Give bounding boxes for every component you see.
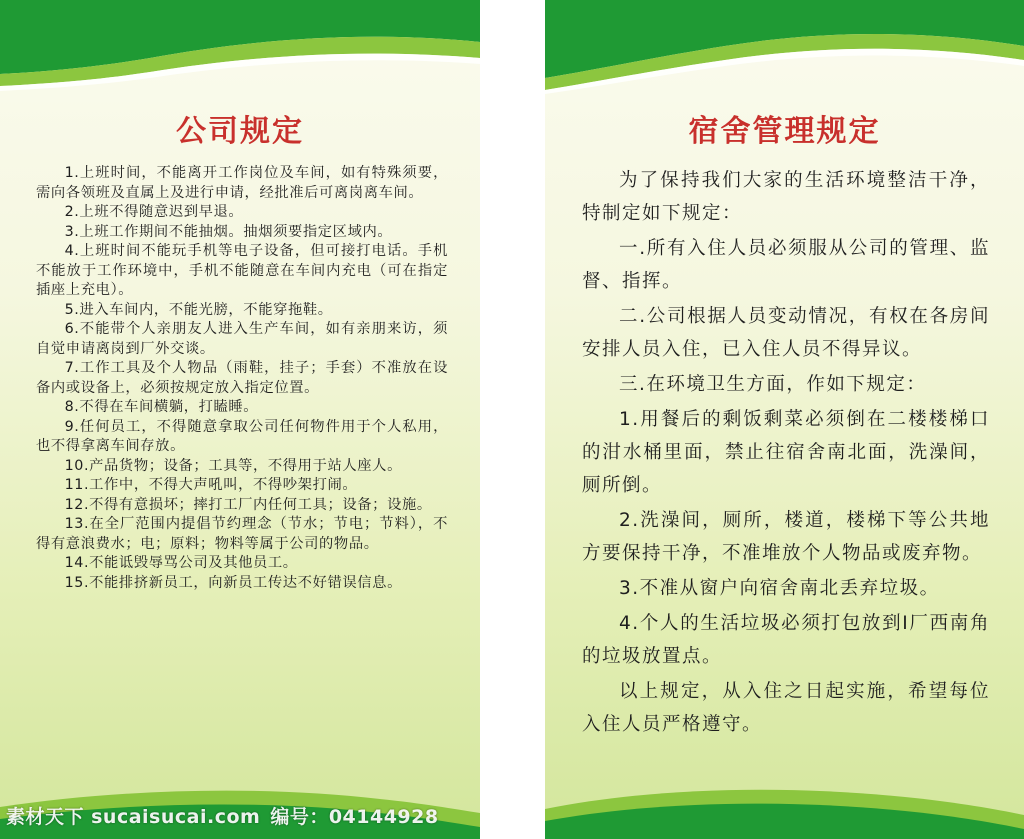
rule-item: 14.不能诋毁辱骂公司及其他员工。 bbox=[64, 555, 298, 571]
rule-paragraph: 3.不准从窗户向宿舍南北丢弃垃圾。 bbox=[619, 578, 940, 599]
rule-item: 13.在全厂范围内提倡节约理念（节水；节电；节料），不得有意浪费水；电；原料；物料等属于公司的物品。 bbox=[36, 516, 448, 552]
rule-paragraph: 一.所有入住人员必须服从公司的管理、监督、指挥。 bbox=[582, 238, 990, 292]
rule-paragraph: 三.在环境卫生方面，作如下规定： bbox=[619, 374, 927, 395]
top-wave-decoration bbox=[0, 0, 480, 95]
bottom-wave-decoration bbox=[545, 769, 1024, 839]
rule-item: 15.不能排挤新员工，向新员工传达不好错误信息。 bbox=[64, 574, 402, 591]
rule-paragraph: 二.公司根据人员变动情况，有权在各房间安排人员入住，已入住人员不得异议。 bbox=[582, 306, 990, 360]
rule-paragraph: 1.用餐后的剩饭剩菜必须倒在二楼楼梯口的泔水桶里面，禁止往宿舍南北面，洗澡间，厕所倒。 bbox=[582, 409, 990, 496]
watermark-site: 素材天下 sucaisucai.com bbox=[6, 806, 261, 828]
rule-item: 1.上班时间，不能离开工作岗位及车间，如有特殊须要，需向各领班及直属上及进行申请，经批准后可离岗离车间。 bbox=[36, 165, 448, 201]
rule-item: 10.产品货物；设备；工具等，不得用于站人座人。 bbox=[64, 457, 402, 474]
watermark bbox=[6, 802, 449, 829]
page-title: 公司规定 bbox=[176, 114, 304, 149]
rules-list bbox=[36, 164, 448, 593]
rule-item: 9.任何员工，不得随意拿取公司任何物件用于个人私用，也不得拿离车间存放。 bbox=[36, 418, 448, 454]
rule-item: 11.工作中，不得大声吼叫，不得吵架打闹。 bbox=[64, 477, 358, 493]
top-wave-decoration bbox=[545, 0, 1024, 95]
rule-paragraph: 为了保持我们大家的生活环境整洁干净，特制定如下规定： bbox=[582, 170, 990, 224]
rule-item: 4.上班时间不能玩手机等电子设备，但可接打电话。手机不能放于工作环境中，手机不能随意在车间内充电（可在指定插座上充电）。 bbox=[36, 243, 448, 298]
dormitory-rules-board bbox=[545, 0, 1024, 839]
rule-paragraph: 以上规定，从入住之日起实施，希望每位入住人员严格遵守。 bbox=[582, 681, 990, 735]
watermark-code: 编号：04144928 bbox=[270, 806, 439, 828]
rule-item: 8.不得在车间横躺，打瞌睡。 bbox=[64, 399, 259, 415]
rule-paragraph: 2.洗澡间，厕所，楼道，楼梯下等公共地方要保持干净，不准堆放个人物品或废弃物。 bbox=[582, 510, 990, 564]
rule-item: 7.工作工具及个人物品（雨鞋，挂子；手套）不准放在设备内或设备上，必须按规定放入指定位置。 bbox=[36, 360, 448, 396]
rule-item: 2.上班不得随意迟到早退。 bbox=[64, 204, 244, 220]
page-title: 宿舍管理规定 bbox=[688, 114, 881, 149]
rules-body bbox=[582, 164, 990, 743]
rule-item: 3.上班工作期间不能抽烟。抽烟须要指定区域内。 bbox=[64, 223, 393, 240]
rule-item: 12.不得有意损坏；摔打工厂内任何工具；设备；设施。 bbox=[64, 496, 432, 513]
rule-paragraph: 4.个人的生活垃圾必须打包放到I厂西南角的垃圾放置点。 bbox=[582, 613, 990, 667]
company-rules-board bbox=[0, 0, 480, 839]
rule-item: 5.进入车间内，不能光膀，不能穿拖鞋。 bbox=[64, 301, 333, 318]
rule-item: 6.不能带个人亲朋友人进入生产车间，如有亲朋来访，须自觉申请离岗到厂外交谈。 bbox=[36, 321, 448, 357]
